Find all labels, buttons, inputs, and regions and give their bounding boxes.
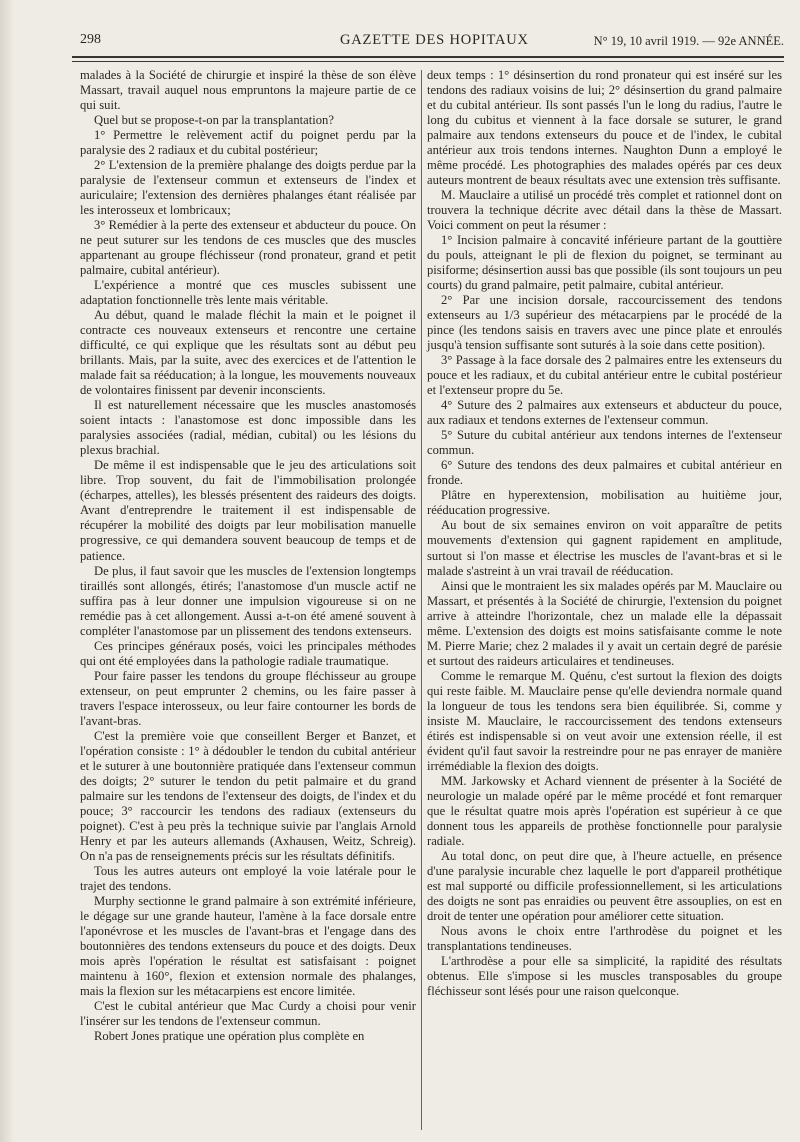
paragraph: MM. Jarkowsky et Achard viennent de présenter à la Société de neurologie un malade opéré par le même procédé et font remarquer que le résultat quatre mois après l'opération est supérieur à ce que donnent tous les appareils de prothèse fonctionnelle pour paralysie radiale. — [427, 773, 782, 848]
right-column — [427, 68, 782, 999]
paragraph: Ainsi que le montraient les six malades opérés par M. Mauclaire ou Massart, et présentés à la Société de chirurgie, l'extension du poignet arrive à atteindre l'horizontale, chez un malade elle la dépassait même. L'extension des doigts est moins satisfaisante comme le note M. Pierre Marie; chez 2 malades il y avait un certain degré de parésie et surtout des raideurs articulaires et tendineuses. — [427, 578, 782, 668]
paragraph: M. Mauclaire a utilisé un procédé très complet et rationnel dont on trouvera la technique décrite avec détail dans la thèse de Massart. Voici comment on peut la résumer : — [427, 188, 782, 233]
paragraph: Nous avons le choix entre l'arthrodèse du poignet et les transplantations tendineuses. — [427, 923, 782, 953]
paragraph: Au total donc, on peut dire que, à l'heure actuelle, en présence d'une paralysie incurable chez laquelle le port d'appareil prothétique est mal supporté ou difficile professionnellement, si les articulations des doigts ne sont pas enraidies ou peuvent être assouplies, on est en droit de tenter une opération pour améliorer cette situation. — [427, 848, 782, 923]
journal-title: GAZETTE DES HOPITAUX — [340, 32, 529, 48]
paragraph: 1° Permettre le relèvement actif du poignet perdu par la paralysie des 2 radiaux et du cubital postérieur; — [80, 128, 416, 158]
column-separator — [421, 70, 422, 1130]
paragraph: Plâtre en hyperextension, mobilisation au huitième jour, rééducation progressive. — [427, 488, 782, 518]
header-rule-thin — [72, 61, 784, 62]
issue-date: N° 19, 10 avril 1919. — 92e ANNÉE. — [593, 34, 784, 48]
page-number: 298 — [80, 32, 101, 47]
paragraph: C'est la première voie que conseillent Berger et Banzet, et l'opération consiste : 1° à dédoubler le tendon du cubital antérieur et le suturer à une boutonnière pratiquée dans l'extenseur commun des doigts; 2° suturer le tendon du petit palmaire et du grand palmaire sur les tendons de l'extenseur des doigts, de l'index et du pouce; 3° raccourcir les tendons des radiaux (extenseurs du poignet). C'est à peu près la technique suivie par l'anglais Arnold Henry et par les auteurs allemands (Axhausen, Weitz, Schreig). On n'a pas de renseignements précis sur les résultats définitifs. — [80, 728, 416, 863]
paragraph: Pour faire passer les tendons du groupe fléchisseur au groupe extenseur, on peut emprunter 2 chemins, ou les faire passer à travers l'espace interosseux, ou leur faire contourner les bords de l'avant-bras. — [80, 668, 416, 728]
paragraph: Tous les autres auteurs ont employé la voie latérale pour le trajet des tendons. — [80, 863, 416, 893]
paragraph: De même il est indispensable que le jeu des articulations soit libre. Trop souvent, du fait de l'immobilisation prolongée (écharpes, attelles), les blessés présentent des raideurs des doigts. Avant d'entreprendre le traitement il est indispensable de récupérer la mobilité des doigts par leur mobilisation manuelle progressive, ce qui demandera souvent beaucoup de temps et de patience. — [80, 458, 416, 563]
paragraph: Il est naturellement nécessaire que les muscles anastomosés soient intacts : l'anastomose est donc impossible dans les paralysies associées (radial, médian, cubital) ou les lésions du plexus brachial. — [80, 398, 416, 458]
paragraph: C'est le cubital antérieur que Mac Curdy a choisi pour venir l'insérer sur les tendons de l'extenseur commun. — [80, 998, 416, 1028]
header-rule-thick — [72, 56, 784, 58]
paragraph: L'arthrodèse a pour elle sa simplicité, la rapidité des résultats obtenus. Elle s'impose si les muscles transposables du groupe fléchisseur sont lésés pour une raison quelconque. — [427, 953, 782, 998]
paragraph: Quel but se propose-t-on par la transplantation? — [94, 113, 334, 128]
paragraph: L'expérience a montré que ces muscles subissent une adaptation fonctionnelle très lente mais véritable. — [80, 278, 416, 308]
paragraph: 4° Suture des 2 palmaires aux extenseurs et abducteur du pouce, aux radiaux et tendons externes de l'extenseur commun. — [427, 398, 782, 428]
paragraph: Robert Jones pratique une opération plus complète en — [94, 1029, 365, 1043]
page-binding-shadow — [0, 0, 14, 1142]
paragraph: De plus, il faut savoir que les muscles de l'extension longtemps tiraillés sont allongés, étirés; l'anastomose d'un muscle actif ne suffira pas à leur donner une impulsion vigoureuse si on ne remédie pas à cet allongement. Aussi a-t-on été amené souvent à compléter l'anastomose par un plissement des tendons extenseurs. — [80, 563, 416, 638]
paragraph: Murphy sectionne le grand palmaire à son extrémité inférieure, le dégage sur une grande hauteur, l'amène à la face dorsale entre l'aponévrose et les muscles de l'avant-bras et l'engage dans des boutonnières des tendons extenseurs du pouce et des doigts. Deux mois après l'opération le résultat est satisfaisant : poignet maintenu à 160°, flexion et extension normale des phalanges, mais la flexion sur les métacarpiens est encore limitée. — [80, 893, 416, 998]
paragraph: 1° Incision palmaire à concavité inférieure partant de la gouttière du pouls, atteignant le pli de flexion du poignet, se terminant au pisiforme; désinsertion aussi bas que possible (ils sont toujours un peu courts) du grand palmaire, petit palmaire, cubital antérieur. — [427, 233, 782, 293]
paragraph: Ces principes généraux posés, voici les principales méthodes qui ont été employées dans la pathologie radiale traumatique. — [80, 638, 416, 668]
paragraph: 5° Suture du cubital antérieur aux tendons internes de l'extenseur commun. — [427, 428, 782, 458]
paragraph: 2° L'extension de la première phalange des doigts perdue par la paralysie de l'extenseur commun et extenseurs de l'index et auriculaire; l'extension des dernières phalanges étant réalisée par les interosseux et lombricaux; — [80, 158, 416, 218]
paragraph: 3° Remédier à la perte des extenseur et abducteur du pouce. On ne peut suturer sur les tendons de ces muscles que des muscles appartenant au groupe fléchisseur (rond pronateur, grand et petit palmaire, cubital antérieur). — [80, 218, 416, 278]
page-header — [72, 30, 784, 54]
paragraph: 3° Passage à la face dorsale des 2 palmaires entre les extenseurs du pouce et les radiaux, et du cubital antérieur entre le cubital postérieur et l'extenseur propre du 5e. — [427, 353, 782, 398]
paragraph: Au début, quand le malade fléchit la main et le poignet il contracte ces nouveaux extenseurs et rencontre une certaine difficulté, ce qui explique que les résultats sont au début peu brillants. Mais, par la suite, avec des exercices et de l'attention le malade fait sa rééducation; à la longue, les mouvements nouveaux de volontaires finissent par devenir inconscients. — [80, 308, 416, 398]
paragraph: 2° Par une incision dorsale, raccourcissement des tendons extenseurs au 1/3 supérieur des métacarpiens par le procédé de la pince (les tendons saisis en travers avec une pince plate et enroulés jusqu'à tension suffisante sont suturés à la soie dans cette position). — [427, 293, 782, 353]
paragraph: 6° Suture des tendons des deux palmaires et cubital antérieur en fronde. — [427, 458, 782, 488]
left-column — [80, 68, 416, 1044]
paragraph: deux temps : 1° désinsertion du rond pronateur qui est inséré sur les tendons des radiaux voisins de lui; 2° désinsertion du grand palmaire et du cubital antérieur. Ils sont passés l'un le long du radius, l'autre le long du cubitus et viennent à la face dorsale se suturer, le grand palmaire aux tendons extenseurs du pouce et de l'index, le cubital antérieur aux trois tendons internes. Naughton Dunn a employé le même procédé. Les photographies des malades opérés par ces deux auteurs montrent de beaux résultats avec une extension très suffisante. — [427, 68, 782, 188]
paragraph: Au bout de six semaines environ on voit apparaître de petits mouvements d'extension qui gagnent rapidement en amplitude, surtout si l'on masse et électrise les muscles de l'avant-bras et si le malade s'astreint à un vrai travail de rééducation. — [427, 518, 782, 578]
paragraph: Comme le remarque M. Quénu, c'est surtout la flexion des doigts qui reste faible. M. Mauclaire pense qu'elle deviendra normale quand la longueur de tous les tendons sera bien équilibrée. Si, comme y insiste M. Mauclaire, le raccourcissement des tendons extenseurs étirés est indispensable si on veut avoir une extension réelle, il est évident qu'il faut savoir la restreindre pour ne pas enrayer de manière irrémédiable la flexion des doigts. — [427, 668, 782, 773]
paragraph: malades à la Société de chirurgie et inspiré la thèse de son élève Massart, travail auquel nous empruntons la majeure partie de ce qui suit. — [80, 68, 416, 113]
